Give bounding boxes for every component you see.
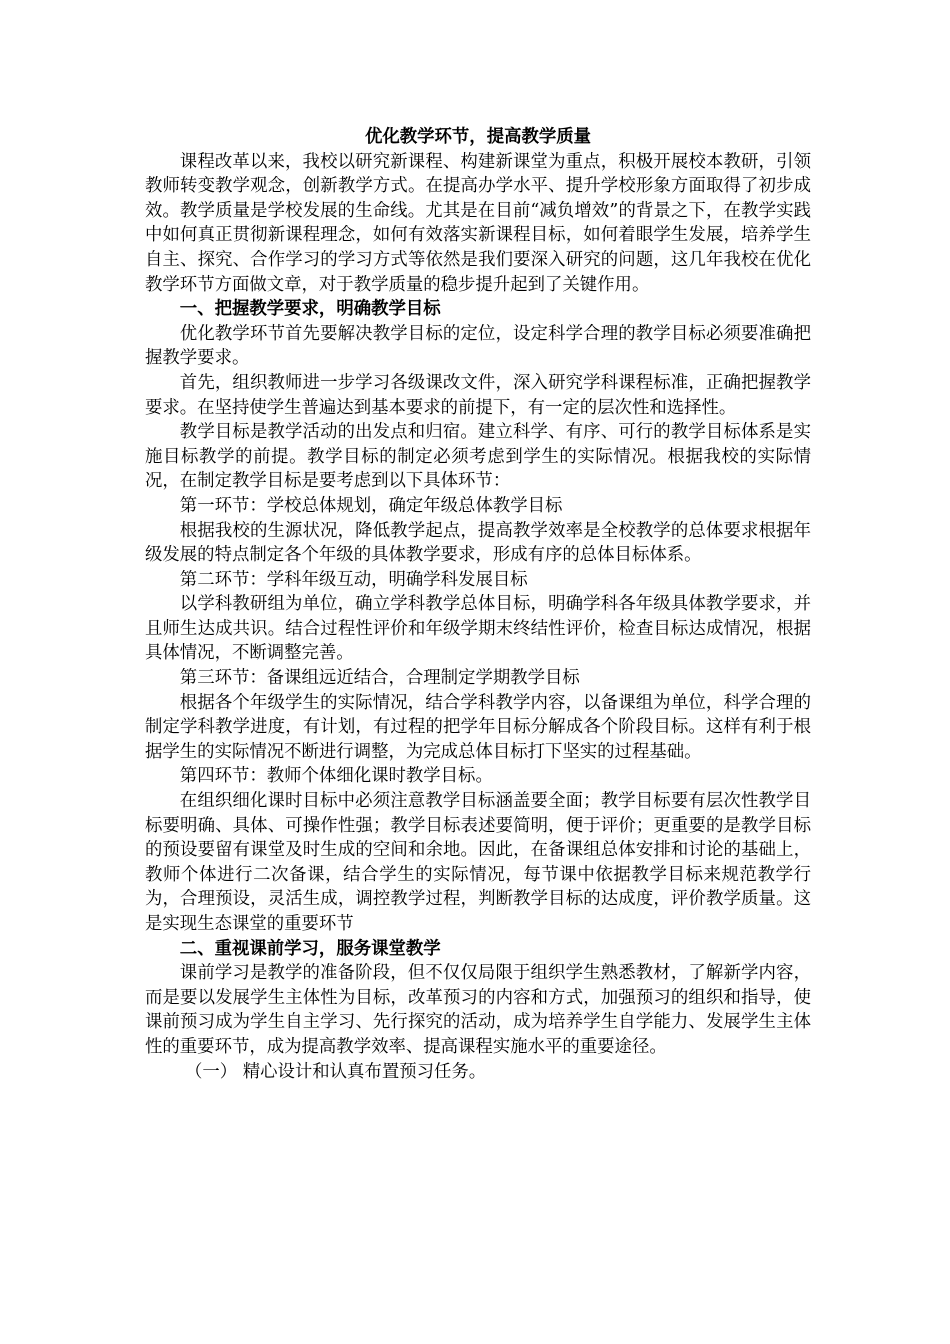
paragraph: 在组织细化课时目标中必须注意教学目标涵盖要全面；教学目标要有层次性教学目标要明确、具体、可操作性强；教学目标表述要简明，便于评价；更重要的是教学目标的预设要留有课堂及时生成的空间和余地。因此，在备课组总体安排和讨论的基础上，教师个体进行二次备课，结合学生的实际情况，每节课中依据教学目标来规范教学行为，合理预设，灵活生成，调控教学过程，判断教学目标的达成度，评价教学质量。这是实现生态课堂的重要环节 xyxy=(145,791,811,934)
document-title: 优化教学环节，提高教学质量 xyxy=(364,127,592,147)
paragraph: 教学目标是教学活动的出发点和归宿。建立科学、有序、可行的教学目标体系是实施目标教学的前提。教学目标的制定必须考虑到学生的实际情况。根据我校的实际情况，在制定教学目标是要考虑到以下具体环节： xyxy=(145,422,811,492)
paragraph: 首先，组织教师进一步学习各级课改文件，深入研究学科课程标准，正确把握教学要求。在坚持使学生普遍达到基本要求的前提下，有一定的层次性和选择性。 xyxy=(145,372,811,418)
paragraph: 第三环节：备课组远近结合，合理制定学期教学目标 xyxy=(179,668,580,689)
paragraph: 根据我校的生源状况，降低教学起点，提高教学效率是全校教学的总体要求根据年级发展的特点制定各个年级的具体教学要求，形成有序的总体目标体系。 xyxy=(145,520,811,566)
paragraph: 第二环节：学科年级互动，明确学科发展目标 xyxy=(179,569,528,590)
paragraph: 根据各个年级学生的实际情况，结合学科教学内容，以备课组为单位，科学合理的制定学科教学进度，有计划，有过程的把学年目标分解成各个阶段目标。这样有利于根据学生的实际情况不断进行调整，为完成总体目标打下坚实的过程基础。 xyxy=(145,692,811,762)
paragraph: 以学科教研组为单位，确立学科教学总体目标，明确学科各年级具体教学要求，并且师生达成共识。结合过程性评价和年级学期末终结性评价，检查目标达成情况，根据具体情况，不断调整完善。 xyxy=(145,594,811,664)
document-body xyxy=(145,150,811,1085)
paragraph: 第一环节：学校总体规划，确定年级总体教学目标 xyxy=(179,495,563,516)
section-heading: 一、把握教学要求，明确教学目标 xyxy=(179,299,441,320)
document-page xyxy=(145,125,811,1084)
paragraph: 第四环节：教师个体细化课时教学目标。 xyxy=(179,766,493,787)
paragraph: 课前学习是教学的准备阶段，但不仅仅局限于组织学生熟悉教材，了解新学内容，而是要以发展学生主体性为目标，改革预习的内容和方式，加强预习的组织和指导，使课前预习成为学生自主学习、先行探究的活动，成为培养学生自学能力、发展学生主体性的重要环节，成为提高教学效率、提高课程实施水平的重要途径。 xyxy=(145,963,811,1057)
section-heading: 二、重视课前学习，服务课堂教学 xyxy=(179,938,441,959)
subsection-heading: （一） 精心设计和认真布置预习任务。 xyxy=(185,1061,487,1082)
paragraph: 优化教学环节首先要解决教学目标的定位，设定科学合理的教学目标必须要准确把握教学要求。 xyxy=(145,323,811,369)
paragraph: 课程改革以来，我校以研究新课程、构建新课堂为重点，积极开展校本教研，引领教师转变教学观念，创新教学方式。在提高办学水平、提升学校形象方面取得了初步成效。教学质量是学校发展的生命线。尤其是在目前“减负增效”的背景之下，在教学实践中如何真正贯彻新课程理念，如何有效落实新课程目标，如何着眼学生发展，培养学生自主、探究、合作学习的学习方式等依然是我们要深入研究的问题，这几年我校在优化教学环节方面做文章，对于教学质量的稳步提升起到了关键作用。 xyxy=(145,151,811,295)
